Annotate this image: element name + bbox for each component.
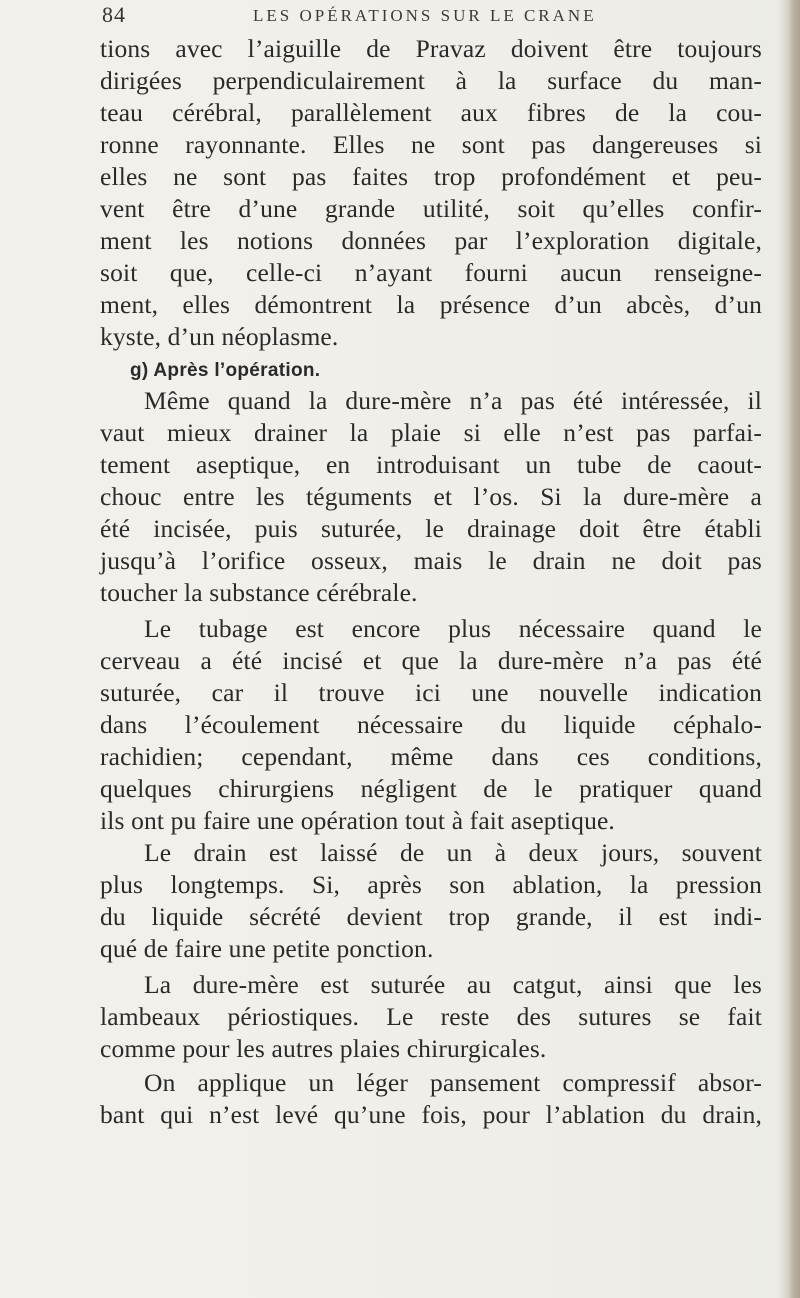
text-line: Le tubage est encore plus nécessaire quand le xyxy=(144,614,762,643)
page-number: 84 xyxy=(102,2,126,27)
text-line: Même quand la dure-mère n’a pas été intéressée, il xyxy=(144,386,762,415)
text-line: kyste, d’un néoplasme. xyxy=(100,322,339,351)
text-line: plus longtemps. Si, après son ablation, la pression xyxy=(100,870,762,899)
text-line: ment les notions données par l’exploration digitale, xyxy=(100,226,762,255)
text-line: elles ne sont pas faites trop profondément et peu- xyxy=(100,162,762,191)
text-line: bant qui n’est levé qu’une fois, pour l’ablation du drain, xyxy=(100,1100,762,1129)
text-line: vent être d’une grande utilité, soit qu’elles confir- xyxy=(100,194,762,223)
page-header xyxy=(102,2,762,32)
text-line: cerveau a été incisé et que la dure-mère n’a pas été xyxy=(100,646,762,675)
text-line: ils ont pu faire une opération tout à fait aseptique. xyxy=(100,806,615,835)
text-line: qué de faire une petite ponction. xyxy=(100,934,434,963)
text-line: lambeaux périostiques. Le reste des sutures se fait xyxy=(100,1002,762,1031)
text-line: quelques chirurgiens négligent de le pratiquer quand xyxy=(100,774,762,803)
section-heading: g) Après l’opération. xyxy=(130,360,321,381)
text-line: jusqu’à l’orifice osseux, mais le drain ne doit pas xyxy=(100,546,762,575)
page-edge-shadow xyxy=(778,0,800,1298)
text-line: rachidien; cependant, même dans ces conditions, xyxy=(100,742,762,771)
text-line: Le drain est laissé de un à deux jours, souvent xyxy=(144,838,762,867)
text-line: toucher la substance cérébrale. xyxy=(100,578,418,607)
text-line: tement aseptique, en introduisant un tube de caout- xyxy=(100,450,762,479)
text-line: comme pour les autres plaies chirurgicales. xyxy=(100,1034,547,1063)
text-line: dans l’écoulement nécessaire du liquide céphalo- xyxy=(100,710,762,739)
text-line: tions avec l’aiguille de Pravaz doivent être toujours xyxy=(100,34,762,63)
text-line: suturée, car il trouve ici une nouvelle indication xyxy=(100,678,762,707)
text-line: vaut mieux drainer la plaie si elle n’est pas parfai- xyxy=(100,418,762,447)
text-line: dirigées perpendiculairement à la surface du man- xyxy=(100,66,762,95)
text-line: du liquide sécrété devient trop grande, il est indi- xyxy=(100,902,762,931)
text-line: été incisée, puis suturée, le drainage doit être établi xyxy=(100,514,762,543)
running-head: LES OPÉRATIONS SUR LE CRANE xyxy=(253,6,597,25)
text-line: ronne rayonnante. Elles ne sont pas dangereuses si xyxy=(100,130,762,159)
text-line: On applique un léger pansement compressif absor- xyxy=(144,1068,762,1097)
text-line: ment, elles démontrent la présence d’un abcès, d’un xyxy=(100,290,762,319)
text-line: chouc entre les téguments et l’os. Si la dure-mère a xyxy=(100,482,762,511)
text-line: La dure-mère est suturée au catgut, ainsi que les xyxy=(144,970,762,999)
text-line: teau cérébral, parallèlement aux fibres de la cou- xyxy=(100,98,762,127)
text-line: soit que, celle-ci n’ayant fourni aucun renseigne- xyxy=(100,258,762,287)
